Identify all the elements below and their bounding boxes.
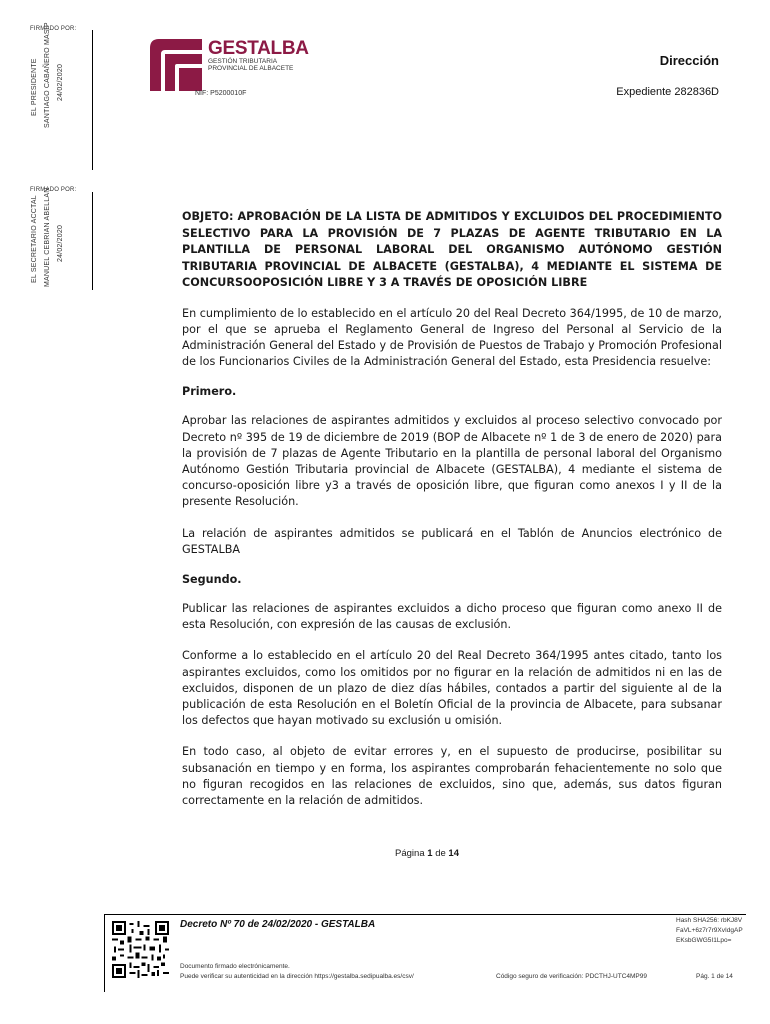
signature-header: FIRMADO POR:	[30, 26, 77, 32]
page-number	[0, 848, 770, 859]
signature-role: EL PRESIDENTE	[31, 58, 38, 116]
qr-code-icon[interactable]	[112, 921, 169, 978]
signature-name: SANTIAGO CABAÑERO MASIP	[44, 22, 51, 128]
page-current: 1	[427, 848, 433, 859]
department-title: Dirección	[659, 53, 719, 68]
verify-link[interactable]: Puede verificar su autenticidad en la dirección https://gestalba.sedipualba.es/csv/	[180, 973, 414, 980]
logo-title: GESTALBA	[208, 38, 309, 59]
intro-paragraph: En cumplimiento de lo establecido en el artículo 20 del Real Decreto 364/1995, de 10 de marzo, por el que se aprueba el Reglamento General de Ingreso del Personal al Servicio de la Administración General del Estado y de Provisión de Puestos de Trabajo y Promoción Profesional de los Funcionarios Civiles de la Administración General del Estado, esta Presidencia resuelve:	[182, 306, 722, 369]
decreto-title: Decreto Nº 70 de 24/02/2020 - GESTALBA	[180, 919, 376, 930]
signature-date: 24/02/2020	[57, 63, 64, 101]
signature-role: EL SECRETARIO ACCTAL	[31, 195, 38, 283]
footer-page-number: Pág. 1 de 14	[696, 973, 733, 980]
objeto-heading: OBJETO: APROBACIÓN DE LA LISTA DE ADMITIDOS Y EXCLUIDOS DEL PROCEDIMIENTO SELECTIVO PARA LA PROVISIÓN DE 7 PLAZAS DE AGENTE TRIBUTARIO EN LA PLANTILLA DE PERSONAL LABORAL DEL ORGANISMO AUTÓNOMO GESTIÓN TRIBUTARIA PROVINCIAL DE ALBACETE (GESTALBA), 4 MEDIANTE EL SISTEMA DE CONCURSOOPOSICIÓN LIBRE Y 3 A TRAVÉS DE OPOSICIÓN LIBRE	[182, 210, 722, 289]
section-heading-primero: Primero.	[182, 385, 237, 399]
csv-code: Código seguro de verificación: PDCTHJ-UTC4MP99	[496, 973, 648, 980]
margin-rule	[92, 30, 93, 170]
segundo-paragraph: En todo caso, al objeto de evitar errores y, en el supuesto de producirse, posibilitar su subsanación en tiempo y en forma, los aspirantes comprobarán fehacientemente no solo que no figuran recogidos en las relaciones de excluidos, sino que, además, sus datos figuran correctamente en la relación de admitidos.	[182, 745, 722, 807]
logo-subtitle-line: GESTIÓN TRIBUTARIA	[208, 58, 278, 65]
section-heading-segundo: Segundo.	[182, 572, 242, 586]
signature-header: FIRMADO POR:	[30, 187, 77, 193]
segundo-paragraph: Publicar las relaciones de aspirantes excluidos a dicho proceso que figuran como anexo II de esta Resolución, con expresión de las causas de exclusión.	[182, 601, 722, 632]
page-label: Página	[395, 848, 425, 859]
document-body	[182, 209, 722, 824]
signature-name: MANUEL CEBRIAN ABELLAN	[44, 187, 51, 287]
logo-subtitle-line: PROVINCIAL DE ALBACETE	[208, 65, 294, 72]
page-total: 14	[448, 848, 459, 859]
page-separator: de	[435, 848, 446, 859]
hash-value: Hash SHA256: rbKJ8VFaVL+6z7r7r9XvIdgAPEKsbGWG5I1Lpo=	[676, 917, 743, 944]
signature-president	[0, 22, 92, 166]
signed-notice: Documento firmado electrónicamente.	[180, 963, 290, 970]
segundo-paragraph: Conforme a lo establecido en el artículo 20 del Real Decreto 364/1995 antes citado, tanto los aspirantes excluidos, como los omitidos por no figurar en la relación de admitidos ni en las de excluidos, disponen de un plazo de diez días hábiles, contados a partir del siguiente al de la publicación de esta Resolución en el Boletín Oficial de la provincia de Albacete, para subsanar los defectos que hayan motivado su exclusión u omisión.	[182, 649, 722, 728]
primero-paragraph: La relación de aspirantes admitidos se publicará en el Tablón de Anuncios electrónico de GESTALBA	[182, 526, 722, 556]
expediente-number: Expediente 282836D	[616, 86, 719, 98]
nif: NIF: P5200010F	[195, 90, 247, 97]
logo-subtitle	[208, 58, 293, 72]
margin-rule	[92, 192, 93, 290]
signature-date: 24/02/2020	[57, 224, 64, 262]
primero-paragraph: Aprobar las relaciones de aspirantes admitidos y excluidos al proceso selectivo convocado por Decreto nº 395 de 19 de diciembre de 2019 (BOP de Albacete nº 1 de 3 de enero de 2020) para la provisión de 7 plazas de Agente Tributario en la plantilla de personal laboral del Organismo Autónomo Gestión Tributaria provincial de Albacete (GESTALBA), 4 mediante el sistema de concurso-oposición libre y3 a través de oposición libre, que figuran como anexos I y II de la presente Resolución.	[182, 414, 722, 509]
signature-secretary	[0, 187, 92, 327]
gestalba-logo-icon	[147, 36, 205, 94]
